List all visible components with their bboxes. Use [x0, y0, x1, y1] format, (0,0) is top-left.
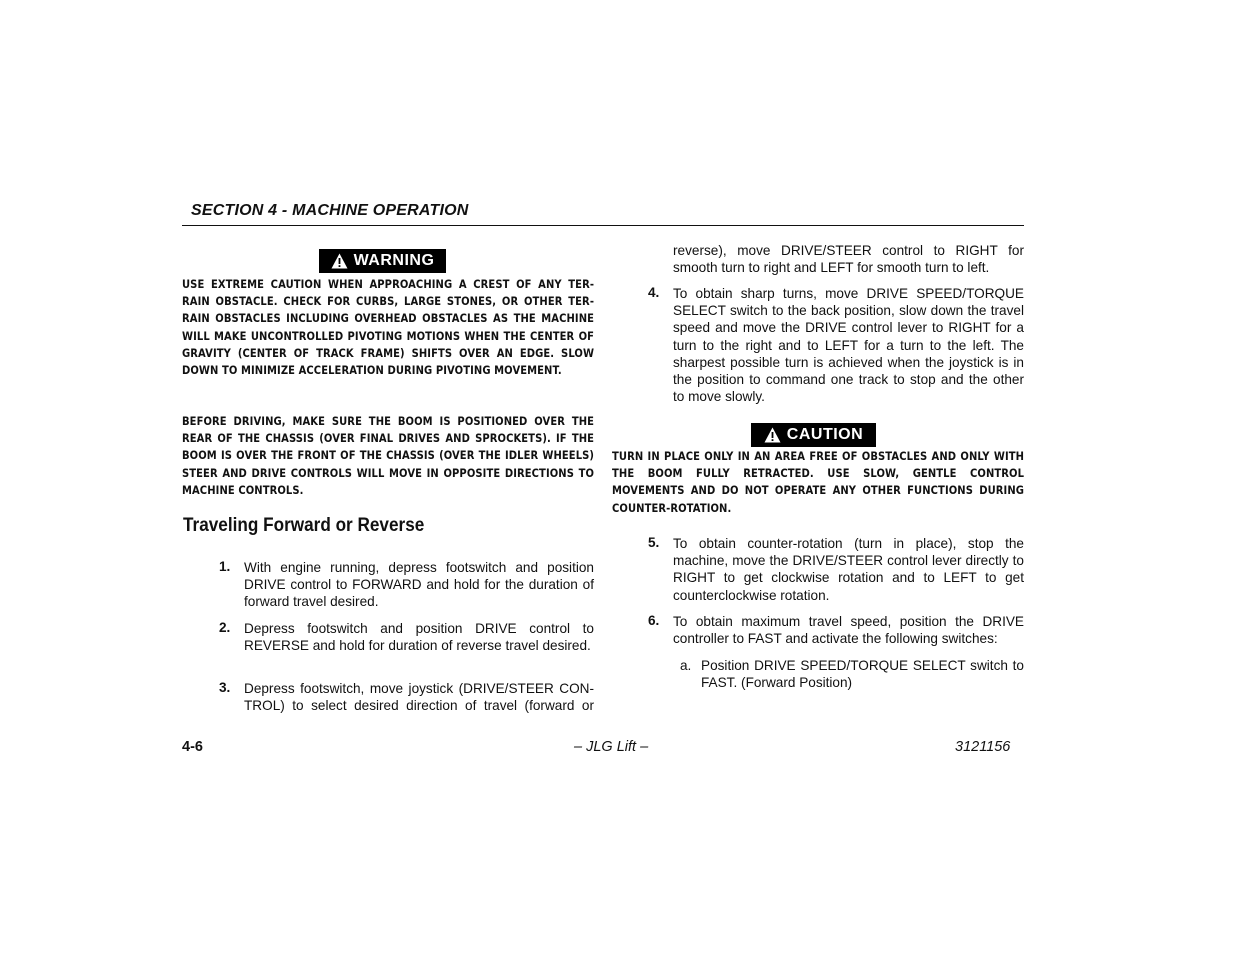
step-2-number: 2. — [219, 620, 231, 635]
header-rule — [182, 225, 1024, 226]
caution-label: CAUTION — [786, 426, 864, 443]
step-3-continued: reverse), move DRIVE/STEER control to RIGHT for smooth turn to right and LEFT for smooth turn to left. — [673, 243, 1024, 276]
section-header: SECTION 4 - MACHINE OPERATION — [191, 202, 469, 219]
substep-a-text: Position DRIVE SPEED/TORQUE SELECT switch to FAST. (Forward Position) — [701, 658, 1024, 691]
step-1-text: With engine running, depress footswitch and position DRIVE control to FORWARD and hold for the duration of forward travel desired. — [244, 560, 594, 610]
document-number: 3121156 — [955, 739, 1011, 755]
caution-badge — [751, 423, 876, 447]
warning-badge — [319, 249, 446, 273]
page-number: 4-6 — [182, 739, 203, 755]
step-6-text: To obtain maximum travel speed, position the DRIVE controller to FAST and activate the following switches: — [673, 614, 1024, 647]
step-5-text: To obtain counter-rotation (turn in place), stop the machine, move the DRIVE/STEER control lever directly to RIGHT to get clockwise rotation and to LEFT to get counterclockwise rotation. — [673, 536, 1024, 603]
warning-triangle-icon — [764, 427, 781, 443]
step-4-text: To obtain sharp turns, move DRIVE SPEED/TORQUE SELECT switch to the back position, slow down the travel speed and move the DRIVE control lever to RIGHT for a turn to the right and to LEFT for a turn to the left. The sharpest possible turn is achieved when the joystick is in the position to command one track to stop and the other to move slowly. — [673, 286, 1024, 405]
step-4-number: 4. — [648, 285, 660, 300]
caution-text: TURN IN PLACE ONLY IN AN AREA FREE OF OBSTACLES AND ONLY WITH THE BOOM FULLY RETRACTED. USE SLOW, GENTLE CONTROL MOVEMENTS AND DO NOT OPERATE ANY OTHER FUNCTIONS DURING COUNTER-ROTATION. — [612, 449, 1025, 515]
subheading: Traveling Forward or Reverse — [183, 514, 425, 536]
step-1-number: 1. — [219, 559, 231, 574]
step-3-number: 3. — [219, 680, 231, 695]
step-3-text: Depress footswitch, move joystick (DRIVE/STEER CON-TROL) to select desired direction of travel (forward or — [244, 681, 594, 714]
warning-text-2: BEFORE DRIVING, MAKE SURE THE BOOM IS POSITIONED OVER THE REAR OF THE CHASSIS (OVER FINAL DRIVES AND SPROCKETS). IF THE BOOM IS OVER THE FRONT OF THE CHASSIS (OVER THE IDLER WHEELS) STEER AND DRIVE CONTROLS WILL MOVE IN OPPOSITE DIRECTIONS TO MACHINE CONTROLS. — [182, 414, 595, 497]
footer-brand: – JLG Lift – — [574, 739, 649, 755]
substep-a-letter: a. — [680, 658, 692, 673]
warning-label: WARNING — [353, 252, 435, 269]
step-6-number: 6. — [648, 613, 660, 628]
step-5-number: 5. — [648, 535, 660, 550]
step-2-text: Depress footswitch and position DRIVE control to REVERSE and hold for duration of reverse travel desired. — [244, 621, 594, 654]
warning-text-1: USE EXTREME CAUTION WHEN APPROACHING A CREST OF ANY TER-RAIN OBSTACLE. CHECK FOR CURBS, LARGE STONES, OR OTHER TER-RAIN OBSTACLES INCLUDING OVERHEAD OBSTACLES AS THE MACHINE WILL MAKE UNCONTROLLED PIVOTING MOTIONS WHEN THE CENTER OF GRAVITY (CENTER OF TRACK FRAME) SHIFTS OVER AN EDGE. SLOW DOWN TO MINIMIZE ACCELERATION DURING PIVOTING MOVEMENT. — [182, 277, 595, 378]
warning-triangle-icon — [331, 253, 348, 269]
